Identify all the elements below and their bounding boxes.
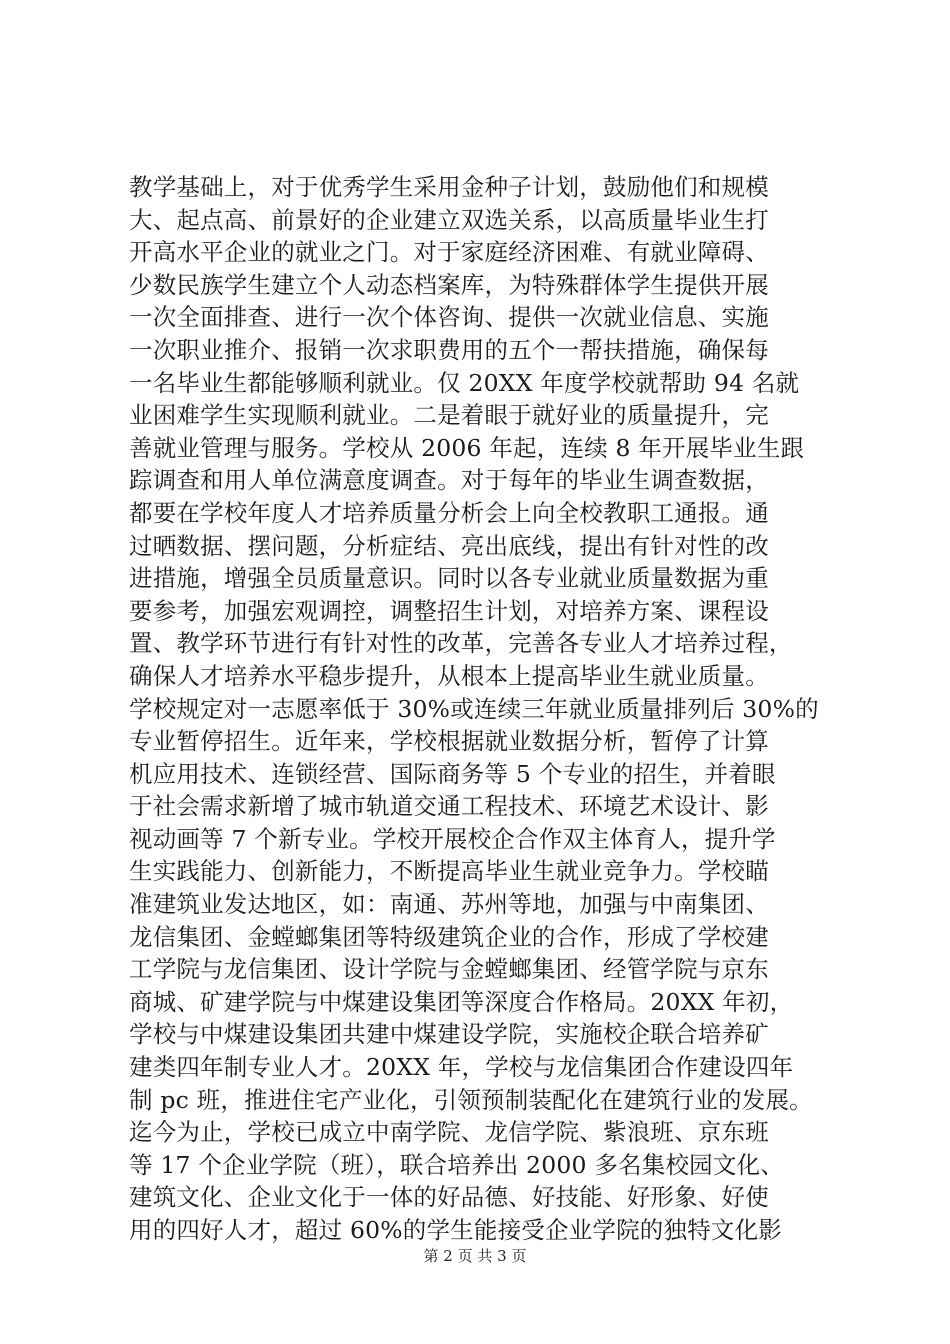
text-line: 少数民族学生建立个人动态档案库，为特殊群体学生提供开展: [129, 270, 769, 299]
text-line: 学校规定对一志愿率低于 30%或连续三年就业质量排列后 30%的: [129, 694, 819, 723]
text-line: 业困难学生实现顺利就业。二是着眼于就好业的质量提升，完: [129, 401, 769, 430]
text-line: 准建筑业发达地区，如：南通、苏州等地，加强与中南集团、: [129, 890, 769, 919]
text-line: 制 pc 班，推进住宅产业化，引领预制装配化在建筑行业的发展。: [129, 1085, 813, 1114]
text-line: 都要在学校年度人才培养质量分析会上向全校教职工通报。通: [129, 498, 769, 527]
text-line: 迄今为止，学校已成立中南学院、龙信学院、紫浪班、京东班: [129, 1118, 769, 1147]
text-line: 要参考，加强宏观调控，调整招生计划，对培养方案、课程设: [129, 596, 769, 625]
text-line: 建类四年制专业人才。20XX 年，学校与龙信集团合作建设四年: [129, 1053, 794, 1082]
text-line: 等 17 个企业学院（班），联合培养出 2000 多名集校园文化、: [129, 1150, 784, 1179]
text-line: 踪调查和用人单位满意度调查。对于每年的毕业生调查数据，: [129, 466, 769, 495]
page-number-footer: 第 2 页 共 3 页: [423, 1247, 527, 1265]
text-line: 建筑文化、企业文化于一体的好品德、好技能、好形象、好使: [129, 1183, 769, 1212]
text-line: 善就业管理与服务。学校从 2006 年起，连续 8 年开展毕业生跟: [129, 433, 805, 462]
text-line: 用的四好人才，超过 60%的学生能接受企业学院的独特文化影: [129, 1216, 783, 1244]
text-line: 一次全面排查、进行一次个体咨询、提供一次就业信息、实施: [129, 303, 769, 332]
text-line: 于社会需求新增了城市轨道交通工程技术、环境艺术设计、影: [129, 792, 769, 821]
text-line: 工学院与龙信集团、设计学院与金螳螂集团、经管学院与京东: [129, 955, 769, 984]
text-line: 教学基础上，对于优秀学生采用金种子计划，鼓励他们和规模: [129, 173, 769, 201]
text-line: 大、起点高、前景好的企业建立双选关系，以高质量毕业生打: [129, 205, 769, 234]
text-line: 专业暂停招生。近年来，学校根据就业数据分析，暂停了计算: [129, 727, 769, 756]
text-line: 一名毕业生都能够顺利就业。仅 20XX 年度学校就帮助 94 名就: [129, 368, 800, 397]
text-line: 置、教学环节进行有针对性的改革，完善各专业人才培养过程，: [129, 629, 793, 658]
text-line: 进措施，增强全员质量意识。同时以各专业就业质量数据为重: [129, 564, 769, 593]
text-line: 视动画等 7 个新专业。学校开展校企合作双主体育人，提升学: [129, 824, 776, 853]
body-paragraph: [129, 171, 849, 1247]
text-line: 机应用技术、连锁经营、国际商务等 5 个专业的招生，并着眼: [129, 759, 776, 788]
text-line: 过晒数据、摆问题，分析症结、亮出底线，提出有针对性的改: [129, 531, 769, 560]
text-line: 一次职业推介、报销一次求职费用的五个一帮扶措施，确保每: [129, 335, 769, 364]
text-line: 开高水平企业的就业之门。对于家庭经济困难、有就业障碍、: [129, 238, 769, 267]
text-line: 生实践能力、创新能力，不断提高毕业生就业竞争力。学校瞄: [129, 857, 769, 886]
text-line: 龙信集团、金螳螂集团等特级建筑企业的合作，形成了学校建: [129, 922, 769, 951]
text-line: 商城、矿建学院与中煤建设集团等深度合作格局。20XX 年初，: [129, 987, 794, 1016]
text-line: 学校与中煤建设集团共建中煤建设学院，实施校企联合培养矿: [129, 1020, 769, 1049]
text-line: 确保人才培养水平稳步提升，从根本上提高毕业生就业质量。: [129, 661, 769, 690]
